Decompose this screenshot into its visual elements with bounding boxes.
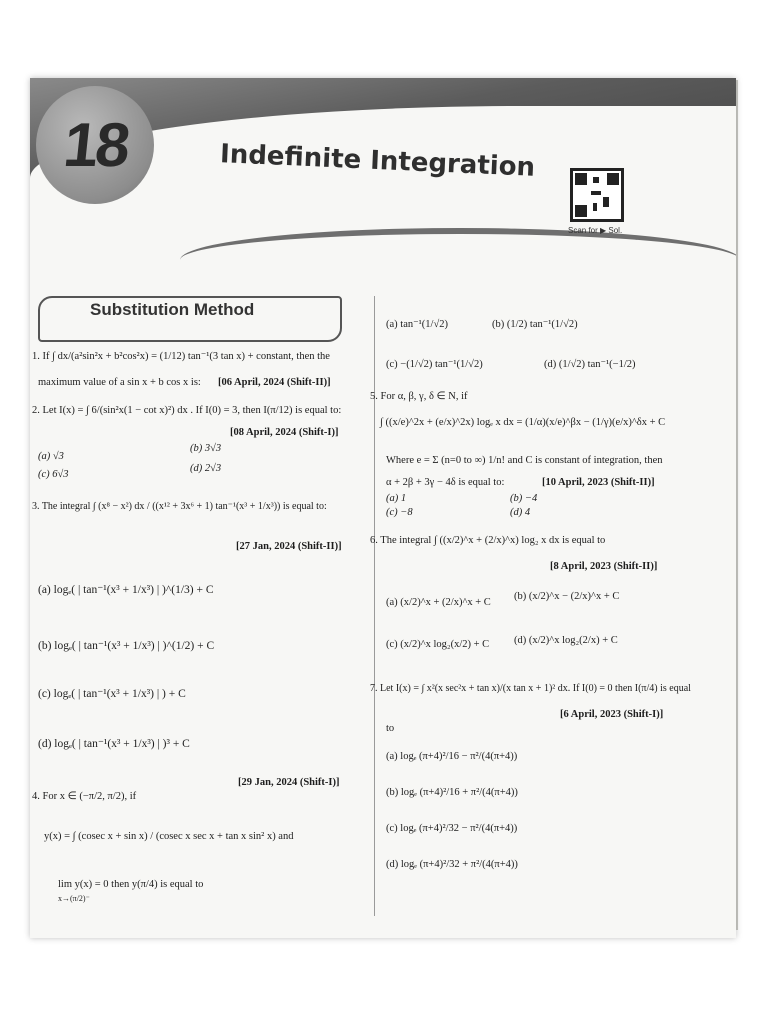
chapter-number: 18 xyxy=(59,110,131,180)
question-2-option-c: (c) 6√3 xyxy=(38,469,69,480)
question-7-option-a: (a) logₑ (π+4)²/16 − π²/(4(π+4)) xyxy=(386,751,518,762)
question-6-option-c: (c) (x/2)^x log₂(x/2) + C xyxy=(386,639,490,650)
question-4-line1: 4. For x ∈ (−π/2, π/2), if xyxy=(32,791,137,802)
question-6-source: [8 April, 2023 (Shift-II)] xyxy=(550,561,658,572)
question-2-source: [08 April, 2024 (Shift-I)] xyxy=(230,427,339,438)
question-5-option-a: (a) 1 xyxy=(386,493,407,504)
question-4-source: [29 Jan, 2024 (Shift-I)] xyxy=(238,777,340,788)
question-5-line2: ∫ ((x/e)^2x + (e/x)^2x) logₑ x dx = (1/α)(x/e)^βx − (1/γ)(e/x)^δx + C xyxy=(380,417,666,428)
question-7-line1: 7. Let I(x) = ∫ x²(x sec²x + tan x)/(x tan x + 1)² dx. If I(0) = 0 then I(π/4) is equal xyxy=(370,683,691,694)
section-title: Substitution Method xyxy=(90,300,255,319)
question-7-option-c: (c) logₑ (π+4)²/32 − π²/(4(π+4)) xyxy=(386,823,518,834)
prev-question-option-c: (c) −(1/√2) tan⁻¹(1/√2) xyxy=(386,359,483,370)
question-7-line2: to xyxy=(386,723,395,734)
question-6-line1: 6. The integral ∫ ((x/2)^x + (2/x)^x) log₂ x dx is equal to xyxy=(370,535,606,546)
question-5-source: [10 April, 2023 (Shift-II)] xyxy=(542,477,655,488)
question-3-option-c: (c) logₑ( | tan⁻¹(x³ + 1/x³) | ) + C xyxy=(38,688,186,700)
question-1-line2: maximum value of a sin x + b cos x is: xyxy=(38,377,201,388)
question-4-line2: y(x) = ∫ (cosec x + sin x) / (cosec x sec x + tan x sin² x) and xyxy=(44,831,294,842)
question-3-line1: 3. The integral ∫ (x⁸ − x²) dx / ((x¹² + 3x⁶ + 1) tan⁻¹(x³ + 1/x³)) is equal to: xyxy=(32,501,327,512)
qr-label: Scan for ▶ Sol. xyxy=(568,226,623,235)
question-4-limit: x→(π/2)⁻ xyxy=(58,894,90,903)
prev-question-option-b: (b) (1/2) tan⁻¹(1/√2) xyxy=(492,319,578,330)
question-2-line1: 2. Let I(x) = ∫ 6/(sin²x(1 − cot x)²) dx . If I(0) = 3, then I(π/12) is equal to: xyxy=(32,405,342,416)
question-5-option-c: (c) −8 xyxy=(386,507,413,518)
question-4-line3: lim y(x) = 0 then y(π/4) is equal to xyxy=(58,879,204,890)
question-1-line1: 1. If ∫ dx/(a²sin²x + b²cos²x) = (1/12) tan⁻¹(3 tan x) + constant, then the xyxy=(32,351,330,362)
question-5-option-b: (b) −4 xyxy=(510,493,538,504)
question-5-line3: Where e = Σ (n=0 to ∞) 1/n! and C is constant of integration, then xyxy=(386,455,663,466)
column-divider xyxy=(374,296,375,916)
question-3-option-d: (d) logₑ( | tan⁻¹(x³ + 1/x³) | )³ + C xyxy=(38,738,190,750)
qr-code-icon[interactable] xyxy=(570,168,624,222)
question-2-option-a: (a) √3 xyxy=(38,451,64,462)
question-3-option-a: (a) logₑ( | tan⁻¹(x³ + 1/x³) | )^(1/3) + C xyxy=(38,584,214,596)
chapter-title: Indefinite Integration xyxy=(219,139,536,183)
question-3-option-b: (b) logₑ( | tan⁻¹(x³ + 1/x³) | )^(1/2) + C xyxy=(38,640,215,652)
prev-question-option-d: (d) (1/√2) tan⁻¹(−1/2) xyxy=(544,359,636,370)
question-6-option-a: (a) (x/2)^x + (2/x)^x + C xyxy=(386,597,491,608)
book-page xyxy=(30,78,736,938)
question-7-option-d: (d) logₑ (π+4)²/32 + π²/(4(π+4)) xyxy=(386,859,518,870)
question-7-source: [6 April, 2023 (Shift-I)] xyxy=(560,709,664,720)
question-1-source: [06 April, 2024 (Shift-II)] xyxy=(218,377,331,388)
prev-question-option-a: (a) tan⁻¹(1/√2) xyxy=(386,319,448,330)
question-3-source: [27 Jan, 2024 (Shift-II)] xyxy=(236,541,342,552)
question-6-option-b: (b) (x/2)^x − (2/x)^x + C xyxy=(514,591,620,602)
question-6-option-d: (d) (x/2)^x log₂(2/x) + C xyxy=(514,635,618,646)
question-2-option-b: (b) 3√3 xyxy=(190,443,222,454)
question-2-option-d: (d) 2√3 xyxy=(190,463,222,474)
question-5-option-d: (d) 4 xyxy=(510,507,531,518)
question-5-line4: α + 2β + 3γ − 4δ is equal to: xyxy=(386,477,505,488)
chapter-number-badge xyxy=(36,86,154,204)
question-7-option-b: (b) logₑ (π+4)²/16 + π²/(4(π+4)) xyxy=(386,787,518,798)
question-5-line1: 5. For α, β, γ, δ ∈ N, if xyxy=(370,391,468,402)
